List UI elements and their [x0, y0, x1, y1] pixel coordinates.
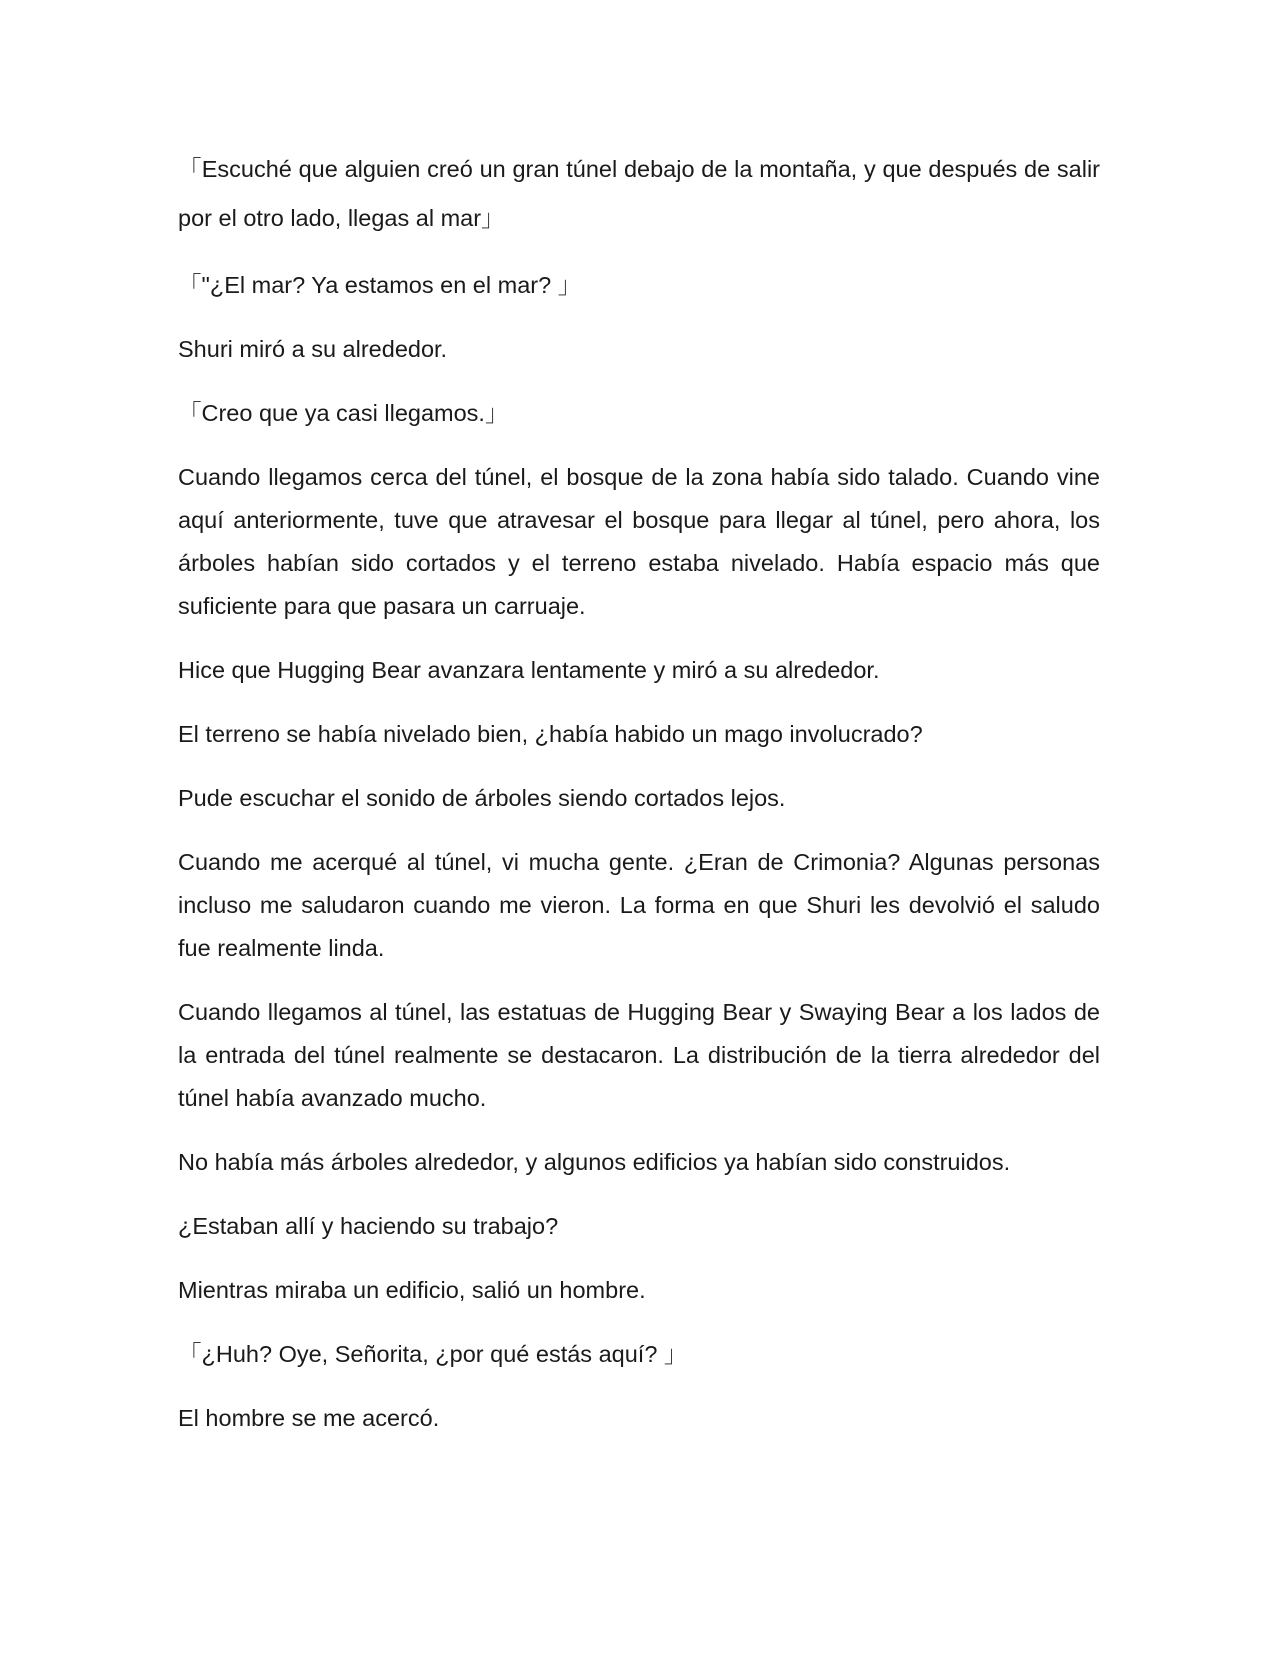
paragraph-forest-cleared: Cuando llegamos cerca del túnel, el bosque de la zona había sido talado. Cuando vine aquí anteriormente, tuve que atravesar el bosque para llegar al túnel, pero ahora, los árboles habían sido cortados y el terreno estaba nivelado. Había espacio más que suficiente para que pasara un carruaje. [178, 464, 1100, 619]
paragraph-dialog-sea: 「"¿El mar? Ya estamos en el mar? 」 [178, 272, 582, 298]
paragraph-terrain: El terreno se había nivelado bien, ¿había habido un mago involucrado? [178, 721, 923, 747]
paragraph-dialog-almost: 「Creo que ya casi llegamos.」 [178, 400, 509, 426]
paragraph-statues: Cuando llegamos al túnel, las estatuas de Hugging Bear y Swaying Bear a los lados de la entrada del túnel realmente se destacaron. La distribución de la tierra alrededor del túnel había avanzado mucho. [178, 999, 1100, 1111]
paragraph-people: Cuando me acerqué al túnel, vi mucha gente. ¿Eran de Crimonia? Algunas personas incluso me saludaron cuando me vieron. La forma en que Shuri les devolvió el saludo fue realmente linda. [178, 849, 1100, 961]
paragraph-working: ¿Estaban allí y haciendo su trabajo? [178, 1213, 559, 1239]
paragraph-shuri-looks: Shuri miró a su alrededor. [178, 336, 448, 362]
paragraph-dialog-huh: 「¿Huh? Oye, Señorita, ¿por qué estás aquí? 」 [178, 1341, 688, 1367]
document-page [178, 145, 1100, 1461]
paragraph-buildings: No había más árboles alrededor, y algunos edificios ya habían sido construidos. [178, 1149, 1011, 1175]
paragraph-man-approaches: El hombre se me acercó. [178, 1405, 440, 1431]
paragraph-sound: Pude escuchar el sonido de árboles siendo cortados lejos. [178, 785, 786, 811]
paragraph-hugging-bear: Hice que Hugging Bear avanzara lentamente y miró a su alrededor. [178, 657, 880, 683]
paragraph-man-exits: Mientras miraba un edificio, salió un hombre. [178, 1277, 646, 1303]
paragraph-dialog-tunnel: 「Escuché que alguien creó un gran túnel debajo de la montaña, y que después de salir por el otro lado, llegas al mar」 [178, 156, 1100, 231]
